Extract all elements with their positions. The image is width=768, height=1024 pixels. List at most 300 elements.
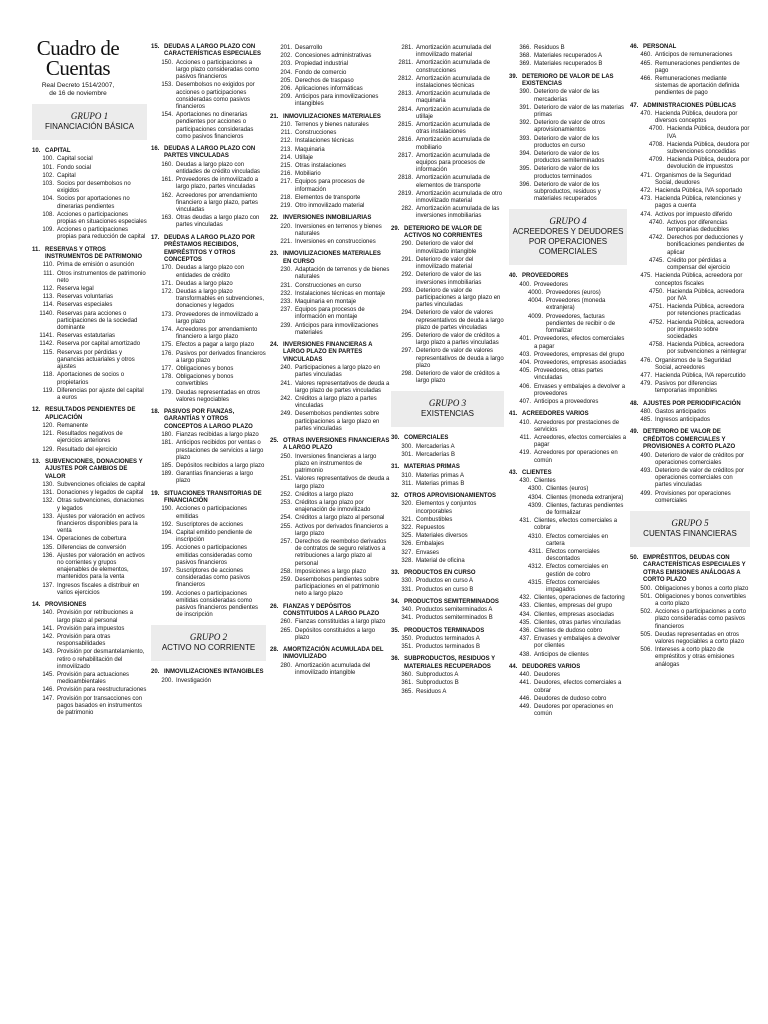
account-label: Inversiones en construcciones [295, 239, 376, 246]
account-number: 140. [42, 610, 54, 617]
account-row [151, 471, 266, 485]
account-row [270, 70, 390, 77]
account-number: 298. [401, 370, 413, 377]
account-row [270, 307, 390, 321]
account-row [391, 578, 504, 585]
account-number: 230. [280, 267, 292, 274]
account-label: Pasivos por diferencias temporarias imponibles [655, 381, 718, 395]
account-label: Clientes, empresas del grupo [534, 603, 613, 610]
section-number: 26. [270, 603, 279, 610]
account-label: Suscriptores de acciones consideradas como pasivos financieros [176, 568, 251, 589]
account-label: Instalaciones técnicas en montaje [295, 290, 386, 297]
account-number: 237. [280, 307, 292, 314]
account-label: Instalaciones técnicas [295, 138, 354, 145]
account-label: Fondo social [57, 164, 92, 171]
account-number: 368. [519, 53, 531, 60]
section-number: 11. [32, 246, 41, 253]
account-row [509, 620, 627, 627]
account-label: Amortización acumulada de elementos de transporte [416, 175, 491, 189]
account-row [32, 672, 147, 686]
account-label: Capital social [57, 156, 93, 163]
account-section [391, 435, 504, 459]
account-number: 331. [401, 586, 413, 593]
account-row [151, 162, 266, 176]
account-number: 249. [280, 411, 292, 418]
account-number: 203. [280, 61, 292, 68]
account-label: Aplicaciones informáticas [295, 86, 363, 93]
account-label: Concesiones administrativas [295, 53, 372, 60]
account-row [270, 663, 390, 677]
account-number: 502. [640, 609, 652, 616]
account-label: Materiales recuperados A [534, 53, 603, 60]
account-number: 121. [42, 431, 54, 438]
account-label: Obligaciones y bonos [176, 365, 234, 372]
account-section [509, 411, 627, 465]
section-number: 44. [509, 663, 518, 670]
account-row [151, 342, 266, 349]
account-number: 361. [401, 680, 413, 687]
account-number: 2811. [398, 60, 413, 67]
account-label: Activos por impuesto diferido [655, 211, 733, 218]
account-number: 137. [42, 582, 54, 589]
account-label: Acreedores por prestaciones de servicios [534, 419, 620, 433]
account-label: Productos en curso A [416, 578, 474, 585]
account-label: Envases y embalajes a devolver a proveedores [534, 383, 626, 397]
account-label: Deudas a largo plazo transformables en subvenciones, donaciones y legados [176, 288, 265, 310]
account-number: 100. [42, 156, 54, 163]
account-label: Valores representativos de deuda a largo plazo de partes vinculadas [295, 380, 390, 394]
section-label: PRODUCTOS EN CURSO [404, 570, 476, 576]
account-number: 4312. [527, 564, 543, 571]
account-row [32, 482, 147, 489]
account-number: 474. [640, 211, 652, 218]
section-label: DETERIORO DE VALOR DE ACTIVOS NO CORRIENTES [404, 225, 483, 240]
account-row [509, 282, 627, 289]
account-number: 406. [519, 383, 531, 390]
account-section [270, 438, 390, 599]
account-number: 320. [401, 501, 413, 508]
account-label: Otras instalaciones [295, 163, 347, 170]
account-row [391, 153, 504, 175]
account-number: 310. [401, 472, 413, 479]
account-label: Reservas especiales [57, 302, 113, 309]
account-number: 480. [640, 408, 652, 415]
account-number: 102. [42, 172, 54, 179]
account-number: 327. [401, 549, 413, 556]
section-heading [270, 604, 390, 619]
account-number: 119. [42, 387, 54, 394]
account-label: Clientes de dudoso cobro [534, 628, 603, 635]
account-number: 281. [401, 45, 413, 51]
account-label: Acciones o participaciones a corto plazo consideradas como pasivos financieros [655, 609, 747, 630]
account-row [270, 267, 390, 281]
account-row [270, 396, 390, 410]
account-row [391, 60, 504, 74]
subaccount-row [630, 142, 750, 156]
account-label: Remuneraciones pendientes de pago [655, 60, 740, 74]
account-label: Socios por desembolsos no exigidos [57, 181, 131, 195]
account-number: 205. [280, 77, 292, 84]
account-number: 233. [280, 298, 292, 305]
account-label: Efectos comerciales en gestión de cobro [546, 564, 609, 578]
account-number: 430. [519, 478, 531, 485]
account-number: 294. [401, 310, 413, 317]
account-label: Provisión para impuestos [57, 625, 125, 632]
account-section [32, 148, 147, 242]
account-row [630, 647, 750, 669]
account-row [270, 411, 390, 433]
subaccount-row [630, 220, 750, 234]
account-row [509, 384, 627, 398]
account-number: 322. [401, 524, 413, 531]
account-number: 1141. [39, 333, 54, 340]
account-row [509, 399, 627, 406]
account-label: Fianzas constituidas a largo plazo [295, 619, 386, 626]
account-row [630, 173, 750, 187]
account-number: 178. [161, 374, 173, 381]
account-label: Productos semiterminados B [416, 615, 493, 622]
account-section [391, 45, 504, 221]
account-number: 255. [280, 523, 292, 530]
section-number: 32. [391, 492, 400, 499]
account-row [509, 603, 627, 610]
section-label: DEUDAS A LARGO PLAZO POR PRÉSTAMOS RECIBIDOS, EMPRÉSTITOS Y OTROS CONCEPTOS [164, 234, 255, 263]
account-label: Amortización acumulada de las inversiones inmobiliarias [416, 206, 500, 220]
section-number: 13. [32, 458, 41, 465]
account-row [32, 553, 147, 582]
account-section [270, 114, 390, 211]
account-number: 2815. [397, 122, 413, 129]
account-row [270, 155, 390, 162]
account-label: Valores representativos de deuda a largo plazo [295, 476, 390, 490]
account-number: 141. [42, 625, 54, 632]
account-row [270, 476, 390, 490]
account-label: Depósitos recibidos a largo plazo [176, 463, 265, 469]
account-number: 490. [640, 452, 652, 459]
section-label: INMOVILIZACIONES INTANGIBLES [164, 669, 264, 676]
account-label: Deterioro de valor del inmovilizado intangible [416, 241, 477, 255]
account-number: 366. [519, 45, 531, 51]
account-number: 185. [161, 463, 173, 469]
account-number: 254. [280, 515, 292, 522]
group-title: GRUPO 5 [671, 518, 709, 528]
account-number: 434. [519, 611, 531, 618]
account-section [509, 74, 627, 204]
account-label: Acreedores por arrendamiento financiero a largo plazo, partes vinculadas [176, 192, 259, 214]
subaccount-row [630, 304, 750, 318]
account-number: 472. [640, 188, 652, 195]
account-section [391, 628, 504, 652]
account-number: 321. [401, 516, 413, 523]
account-row [32, 173, 147, 180]
account-row [391, 481, 504, 488]
account-row [270, 539, 390, 568]
account-label: Provisión por retribuciones a largo plazo al personal [57, 610, 134, 624]
account-label: Provisión para reestructuraciones [57, 687, 147, 694]
account-number: 174. [161, 326, 173, 333]
account-row [151, 281, 266, 288]
account-label: Resultados negativos de ejercicios anteriores [57, 431, 123, 445]
account-number: 175. [161, 342, 173, 349]
account-row [391, 206, 504, 220]
account-label: Proveedores [534, 281, 569, 288]
account-row [270, 122, 390, 129]
account-number: 4315. [527, 579, 543, 586]
account-row [509, 636, 627, 650]
section-label: INVERSIONES FINANCIERAS A LARGO PLAZO EN PARTES VINCULADAS [283, 341, 373, 363]
account-label: Equipos para procesos de información [295, 179, 365, 193]
account-number: 201. [280, 45, 292, 51]
account-number: 192. [161, 521, 173, 528]
section-heading [151, 235, 266, 265]
account-row [630, 111, 750, 125]
account-number: 171. [161, 280, 173, 287]
account-row [391, 137, 504, 151]
account-row [630, 453, 750, 467]
account-number: 4709. [648, 157, 664, 164]
account-label: Propiedad industrial [295, 61, 349, 68]
account-number: 403. [519, 351, 531, 358]
account-row [509, 166, 627, 180]
account-label: Elementos y conjuntos incorporables [416, 501, 477, 515]
group-name: ACTIVO NO CORRIENTE [161, 643, 256, 653]
account-number: 252. [280, 491, 292, 498]
section-label: EMPRÉSTITOS, DEUDAS CON CARACTERÍSTICAS ESPECIALES Y OTRAS EMISIONES ANÁLOGAS A CORTO PLAZO [643, 555, 746, 584]
account-number: 250. [280, 453, 292, 460]
account-number: 440. [519, 672, 531, 679]
section-number: 48. [630, 400, 639, 407]
section-label: DEUDAS A LARGO PLAZO CON PARTES VINCULADAS [164, 146, 256, 160]
account-label: Provisión para otras responsabilidades [57, 634, 111, 648]
account-row [630, 373, 750, 380]
account-number: 177. [161, 365, 173, 372]
account-label: Clientes (moneda extranjera) [546, 494, 624, 501]
account-label: Capital emitido pendiente de inscripción [176, 530, 253, 544]
account-row [32, 350, 147, 372]
account-label: Maquinaria en montaje [295, 298, 357, 305]
account-row [270, 147, 390, 154]
account-label: Remanente [57, 422, 89, 429]
section-number: 33. [391, 570, 400, 576]
account-number: 341. [401, 615, 413, 622]
account-number: 129. [42, 446, 54, 453]
account-row [151, 112, 266, 141]
account-label: Activos por diferencias temporarias deducibles [667, 219, 730, 234]
account-number: 407. [519, 398, 531, 405]
section-label: RESULTADOS PENDIENTES DE APLICACIÓN [45, 407, 136, 421]
account-section [630, 401, 750, 425]
section-heading [270, 438, 390, 453]
account-number: 4300. [527, 486, 543, 493]
section-heading [509, 273, 627, 280]
account-row [151, 374, 266, 388]
account-number: 173. [161, 311, 173, 318]
account-label: Anticipos para inmovilizaciones materiales [295, 322, 379, 336]
account-number: 4700. [648, 126, 664, 133]
account-number: 2812. [397, 75, 413, 82]
account-number: 145. [42, 672, 54, 679]
account-number: 202. [280, 53, 292, 60]
account-number: 108. [42, 211, 54, 218]
account-row [509, 136, 627, 150]
account-row [151, 289, 266, 311]
account-label: Adaptación de terrenos y de bienes naturales [295, 267, 390, 281]
group-title: GRUPO 3 [428, 398, 467, 409]
section-label: CLIENTES [522, 469, 552, 476]
account-row [630, 586, 750, 593]
account-row [509, 595, 627, 602]
account-number: 437. [519, 636, 531, 643]
account-row [151, 193, 266, 215]
account-row [630, 409, 750, 416]
account-label: Anticipos a proveedores [534, 398, 599, 405]
account-number: 162. [161, 192, 173, 199]
account-number: 4009. [527, 313, 543, 320]
account-number: 189. [161, 471, 173, 478]
account-label: Clientes, empresas asociadas [534, 611, 615, 618]
account-number: 411. [519, 434, 531, 441]
account-label: Deterioro de valor de los productos en curso [534, 135, 600, 149]
account-label: Donaciones y legados de capital [57, 490, 144, 497]
account-label: Desembolsos pendientes sobre participaciones en el patrimonio neto a largo plazo [295, 577, 380, 598]
account-row [32, 333, 147, 340]
section-label: PRODUCTOS SEMITERMINADOS [404, 598, 499, 605]
account-row [509, 89, 627, 103]
account-label: Hacienda Pública, deudora por devolución de impuestos [667, 157, 750, 171]
account-label: Clientes, efectos comerciales a cobrar [534, 518, 618, 532]
account-row [630, 417, 750, 424]
section-number: 30. [391, 435, 400, 442]
account-label: Clientes, facturas pendientes de formalizar [546, 502, 624, 516]
account-row [509, 450, 627, 464]
section-heading [630, 555, 750, 585]
account-number: 433. [519, 603, 531, 610]
account-row [391, 525, 504, 532]
account-label: Proveedores, otras partes vinculadas [534, 368, 604, 382]
section-label: SUBVENCIONES, DONACIONES Y AJUSTES POR CAMBIOS DE VALOR [45, 458, 143, 480]
account-row [391, 371, 504, 385]
account-row [391, 310, 504, 332]
account-label: Hacienda Pública, IVA repercutido [655, 372, 746, 379]
account-number: 265. [280, 627, 292, 634]
account-label: Amortización acumulada de maquinaria [416, 91, 491, 105]
account-label: Equipos para procesos de información en montaje [295, 307, 365, 321]
group-title: GRUPO 1 [70, 111, 109, 121]
account-row [509, 704, 627, 718]
account-label: Deterioro de valor de participaciones a largo plazo en partes vinculadas [416, 287, 501, 309]
account-number: 500. [640, 585, 652, 592]
account-label: Hacienda Pública, acreedora por retenciones practicadas [667, 304, 745, 318]
account-label: Efectos comerciales en cartera [546, 533, 609, 547]
account-label: Obligaciones y bonos convertibles a corto plazo [655, 593, 747, 608]
account-number: 291. [401, 256, 413, 263]
account-number: 213. [280, 146, 292, 153]
account-number: 404. [519, 359, 531, 366]
account-label: Acciones o participaciones propias para reducción de capital [57, 227, 146, 241]
account-label: Provisión por transacciones con pagos basados en instrumentos de patrimonio [57, 695, 143, 717]
account-row [270, 224, 390, 238]
section-number: 14. [32, 602, 41, 608]
account-label: Organismos de la Seguridad Social, acreedores [655, 357, 732, 371]
section-number: 24. [270, 341, 279, 348]
section-number: 20. [151, 669, 160, 676]
account-label: Ingresos anticipados [655, 417, 711, 424]
account-label: Reserva por capital amortizado [57, 341, 141, 348]
section-label: PROVISIONES [45, 602, 87, 608]
account-row [391, 333, 504, 347]
account-row [391, 680, 504, 687]
section-label: OTROS APROVISIONAMIENTOS [404, 492, 497, 499]
account-row [509, 672, 627, 679]
section-heading [32, 602, 147, 609]
account-label: Fondo de comercio [295, 69, 347, 76]
account-number: 300. [401, 443, 413, 450]
section-number: 35. [391, 627, 400, 634]
account-label: Deudores por operaciones en común [534, 704, 614, 718]
account-label: Provisiones por operaciones comerciales [655, 490, 731, 504]
account-number: 466. [640, 76, 652, 83]
account-label: Elementos de transporte [295, 194, 361, 201]
account-row [270, 53, 390, 60]
account-number: 4742. [648, 235, 664, 242]
account-row [630, 76, 750, 98]
account-label: Otras subvenciones, donaciones y legados [57, 498, 145, 512]
account-number: 330. [401, 578, 413, 585]
account-label: Hacienda Pública, IVA soportado [655, 188, 743, 195]
account-row [270, 179, 390, 193]
account-row [509, 680, 627, 694]
account-number: 112. [42, 286, 54, 293]
account-label: Ajustes por valoración en activos financieros disponibles para la venta [57, 513, 145, 535]
section-number: 12. [32, 407, 41, 414]
account-row [270, 61, 390, 68]
account-label: Ajustes por valoración en activos no corrientes y grupos enajenables de elementos, mantenidos para la venta [57, 552, 145, 581]
account-label: Derechos de traspaso [295, 77, 354, 84]
account-row [630, 61, 750, 75]
account-number: 436. [519, 628, 531, 635]
account-row [151, 265, 266, 279]
account-label: Proveedores, facturas pendientes de recibir o de formalizar [546, 313, 616, 335]
account-row [391, 91, 504, 105]
account-row [270, 130, 390, 137]
account-label: Proveedores (euros) [546, 290, 601, 297]
account-row [270, 381, 390, 395]
account-label: Imposiciones a largo plazo [295, 568, 367, 575]
account-label: Amortización acumulada de utillaje [416, 106, 491, 120]
section-heading [630, 44, 750, 51]
section-heading [32, 407, 147, 422]
section-number: 49. [630, 429, 639, 436]
account-row [270, 171, 390, 178]
account-label: Subproductos A [416, 672, 459, 679]
account-number: 2814. [397, 106, 413, 113]
account-label: Intereses a corto plazo de empréstitos y otras emisiones análogas [655, 647, 735, 668]
account-row [151, 60, 266, 82]
account-label: Deudores, efectos comerciales a cobrar [534, 680, 622, 694]
account-label: Acreedores, efectos comerciales a pagar [534, 434, 627, 449]
account-row [151, 591, 266, 620]
account-section [151, 235, 266, 404]
account-number: 4758. [648, 342, 664, 349]
account-label: Deudas representadas en otros valores negociables a corto plazo [655, 631, 745, 646]
section-number: 16. [151, 146, 160, 153]
account-number: 369. [519, 61, 531, 68]
document-title-block [28, 38, 128, 98]
section-heading [391, 464, 504, 471]
account-label: Clientes [534, 478, 556, 485]
account-label: Mercaderías B [416, 451, 456, 458]
account-number: 180. [161, 432, 173, 439]
